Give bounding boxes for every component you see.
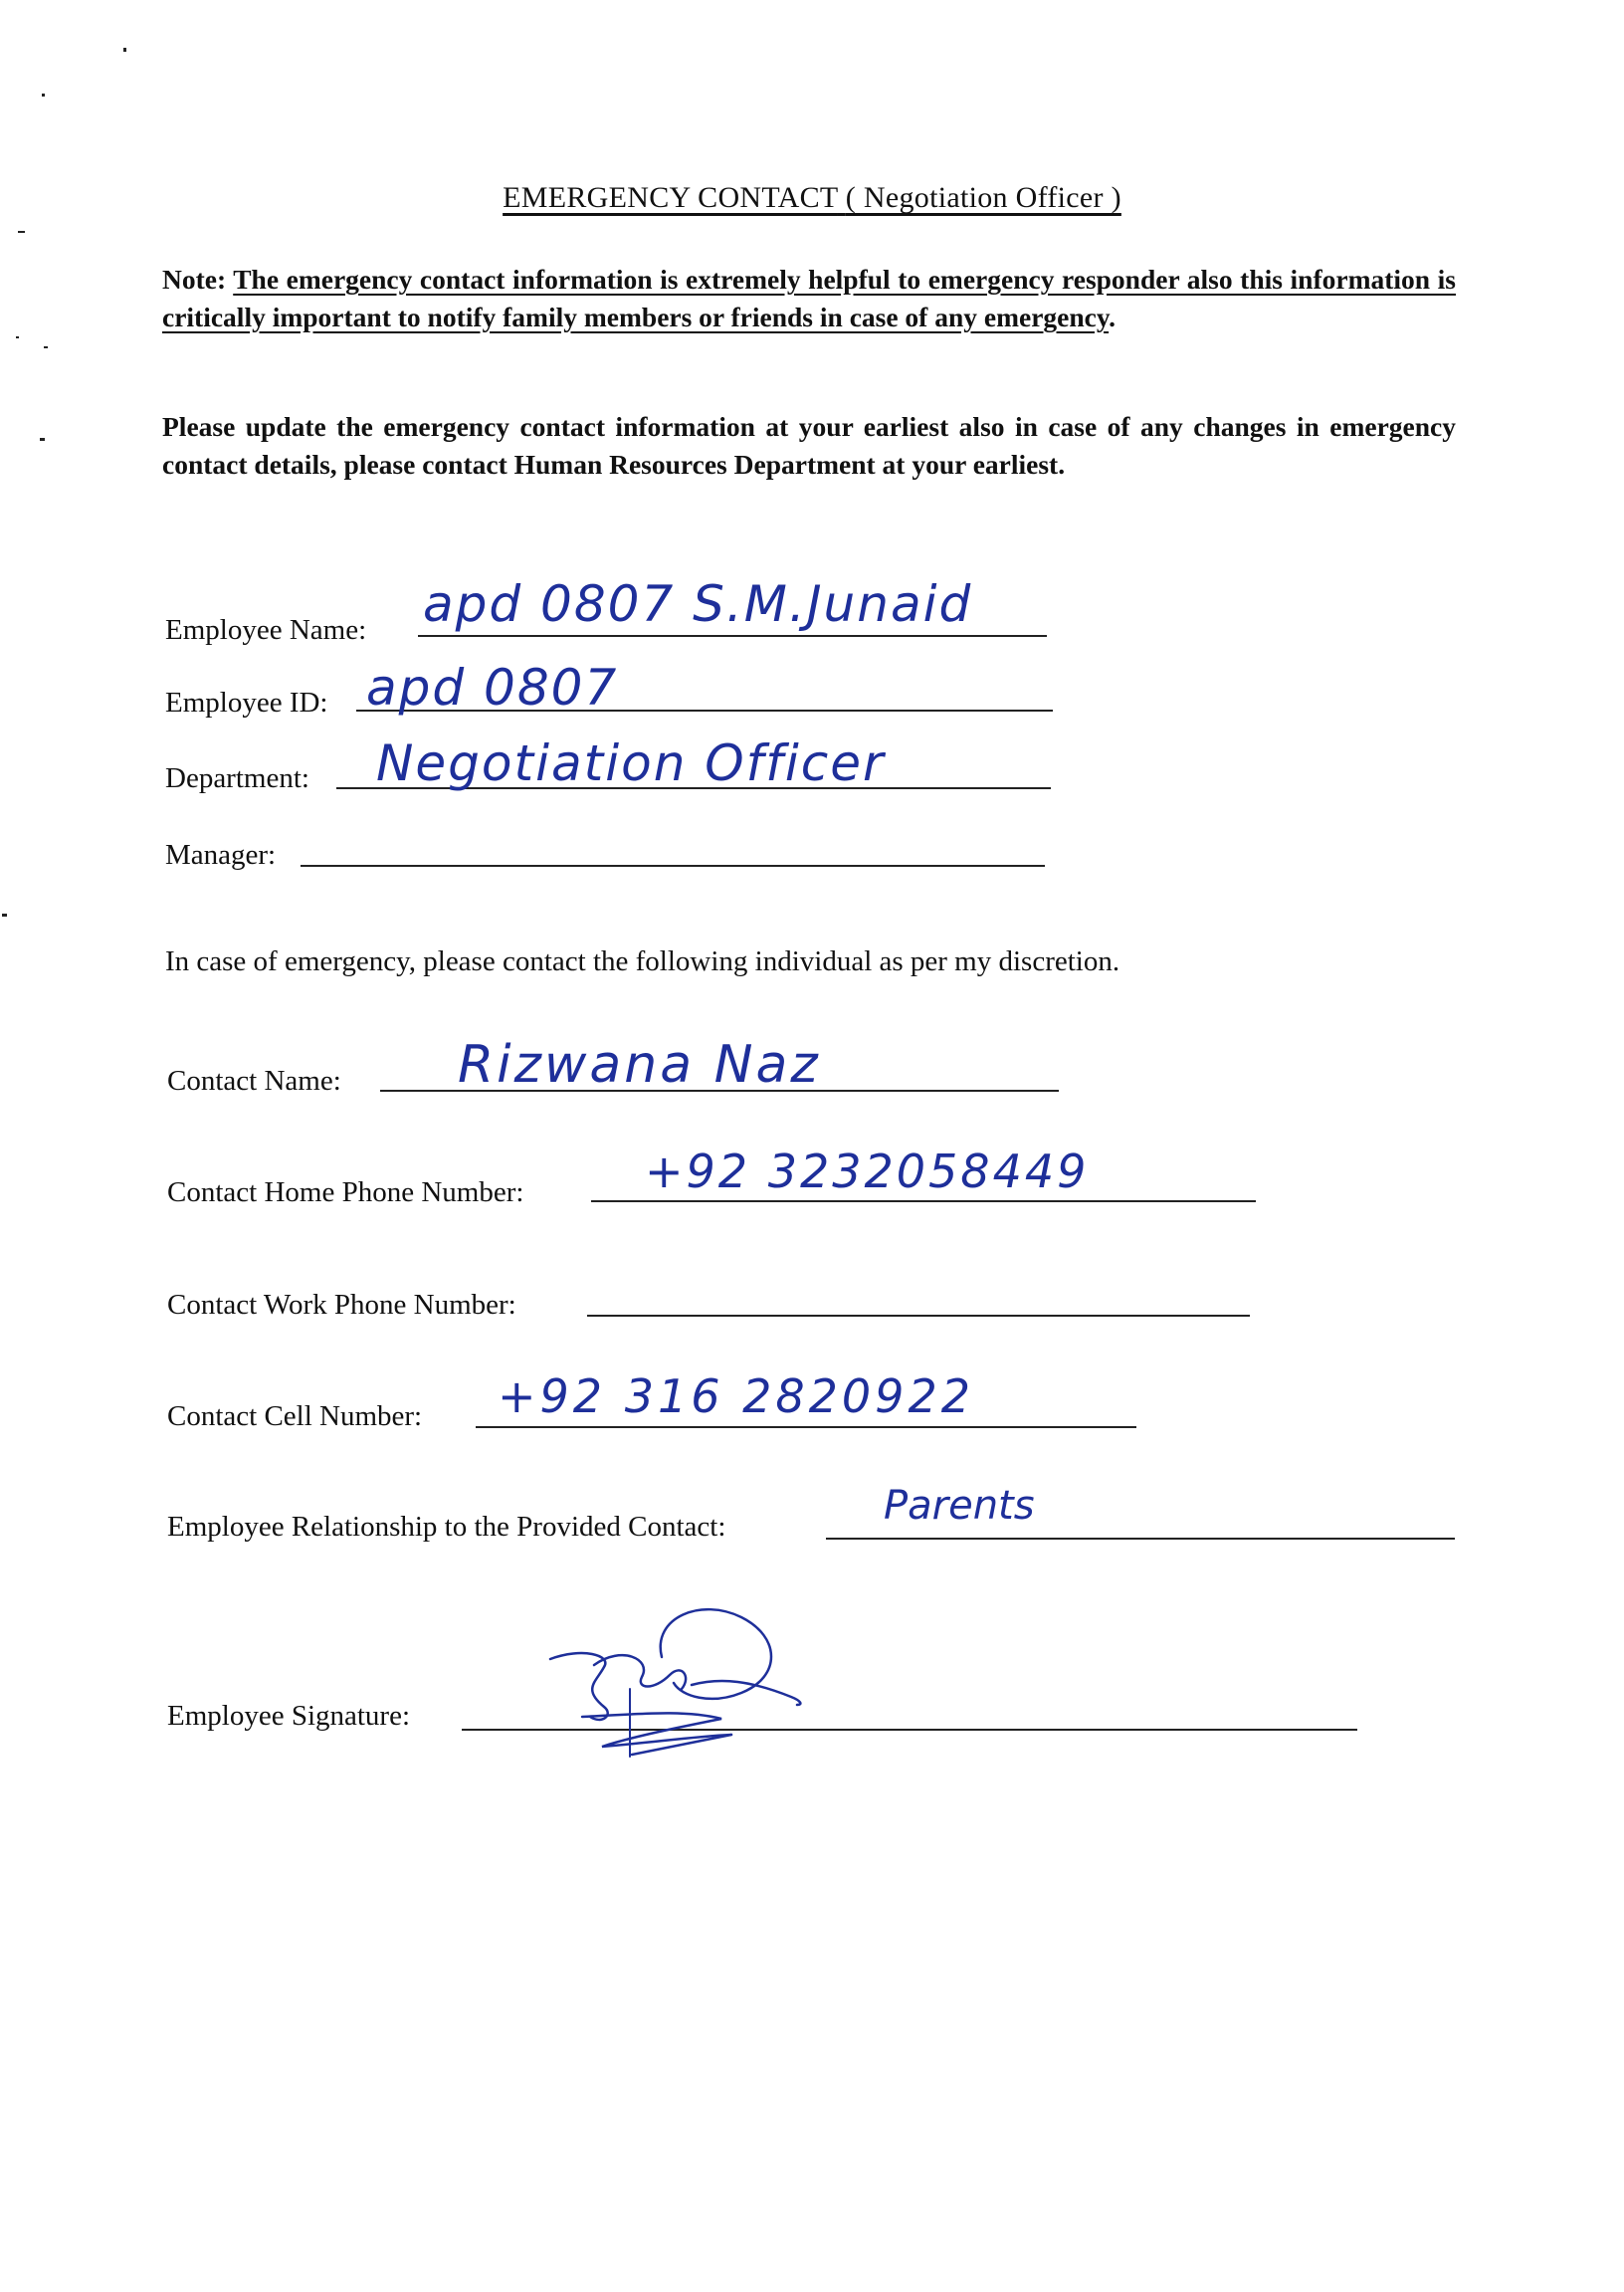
department-value: Negotiation Officer [376,734,886,792]
employee-name-line [418,635,1047,637]
cell-label: Contact Cell Number: [167,1400,423,1432]
title-role: ( Negotiation Officer ) [845,181,1121,214]
department-label: Department: [165,762,309,794]
employee-name-value: apd 0807 S.M.Junaid [423,575,973,633]
home-phone-line [591,1200,1256,1202]
contact-name-label: Contact Name: [167,1065,341,1097]
note-label: Note: [162,264,227,295]
work-phone-label: Contact Work Phone Number: [167,1289,516,1321]
cell-value: +92 316 2820922 [498,1369,974,1423]
employee-id-label: Employee ID: [165,687,328,719]
emergency-instruction: In case of emergency, please contact the following individual as per my discretion. [165,945,1120,977]
manager-line [301,865,1045,867]
contact-name-value: Rizwana Naz [458,1035,821,1095]
work-phone-line [587,1315,1250,1317]
relationship-label: Employee Relationship to the Provided Contact: [167,1511,726,1543]
manager-label: Manager: [165,839,277,871]
note-text: The emergency contact information is extremely helpful to emergency responder also this information is critically important to notify family members or friends in case of any emergency [162,264,1456,332]
employee-id-value: apd 0807 [366,659,619,717]
employee-name-label: Employee Name: [165,614,367,646]
form-title [0,181,1624,215]
home-phone-value: +92 3232058449 [645,1145,1090,1198]
cell-line [476,1426,1136,1428]
instructions-paragraph: Please update the emergency contact information at your earliest also in case of any changes in emergency contact details, please contact Human Resources Department at your earliest. [162,411,1456,480]
signature-scribble [542,1597,811,1776]
title-main: EMERGENCY CONTACT [503,181,838,214]
note-end: . [1109,302,1116,332]
note-paragraph [162,261,1456,336]
relationship-value: Parents [884,1483,1035,1529]
home-phone-label: Contact Home Phone Number: [167,1176,524,1208]
relationship-line [826,1538,1455,1540]
signature-label: Employee Signature: [167,1700,411,1732]
